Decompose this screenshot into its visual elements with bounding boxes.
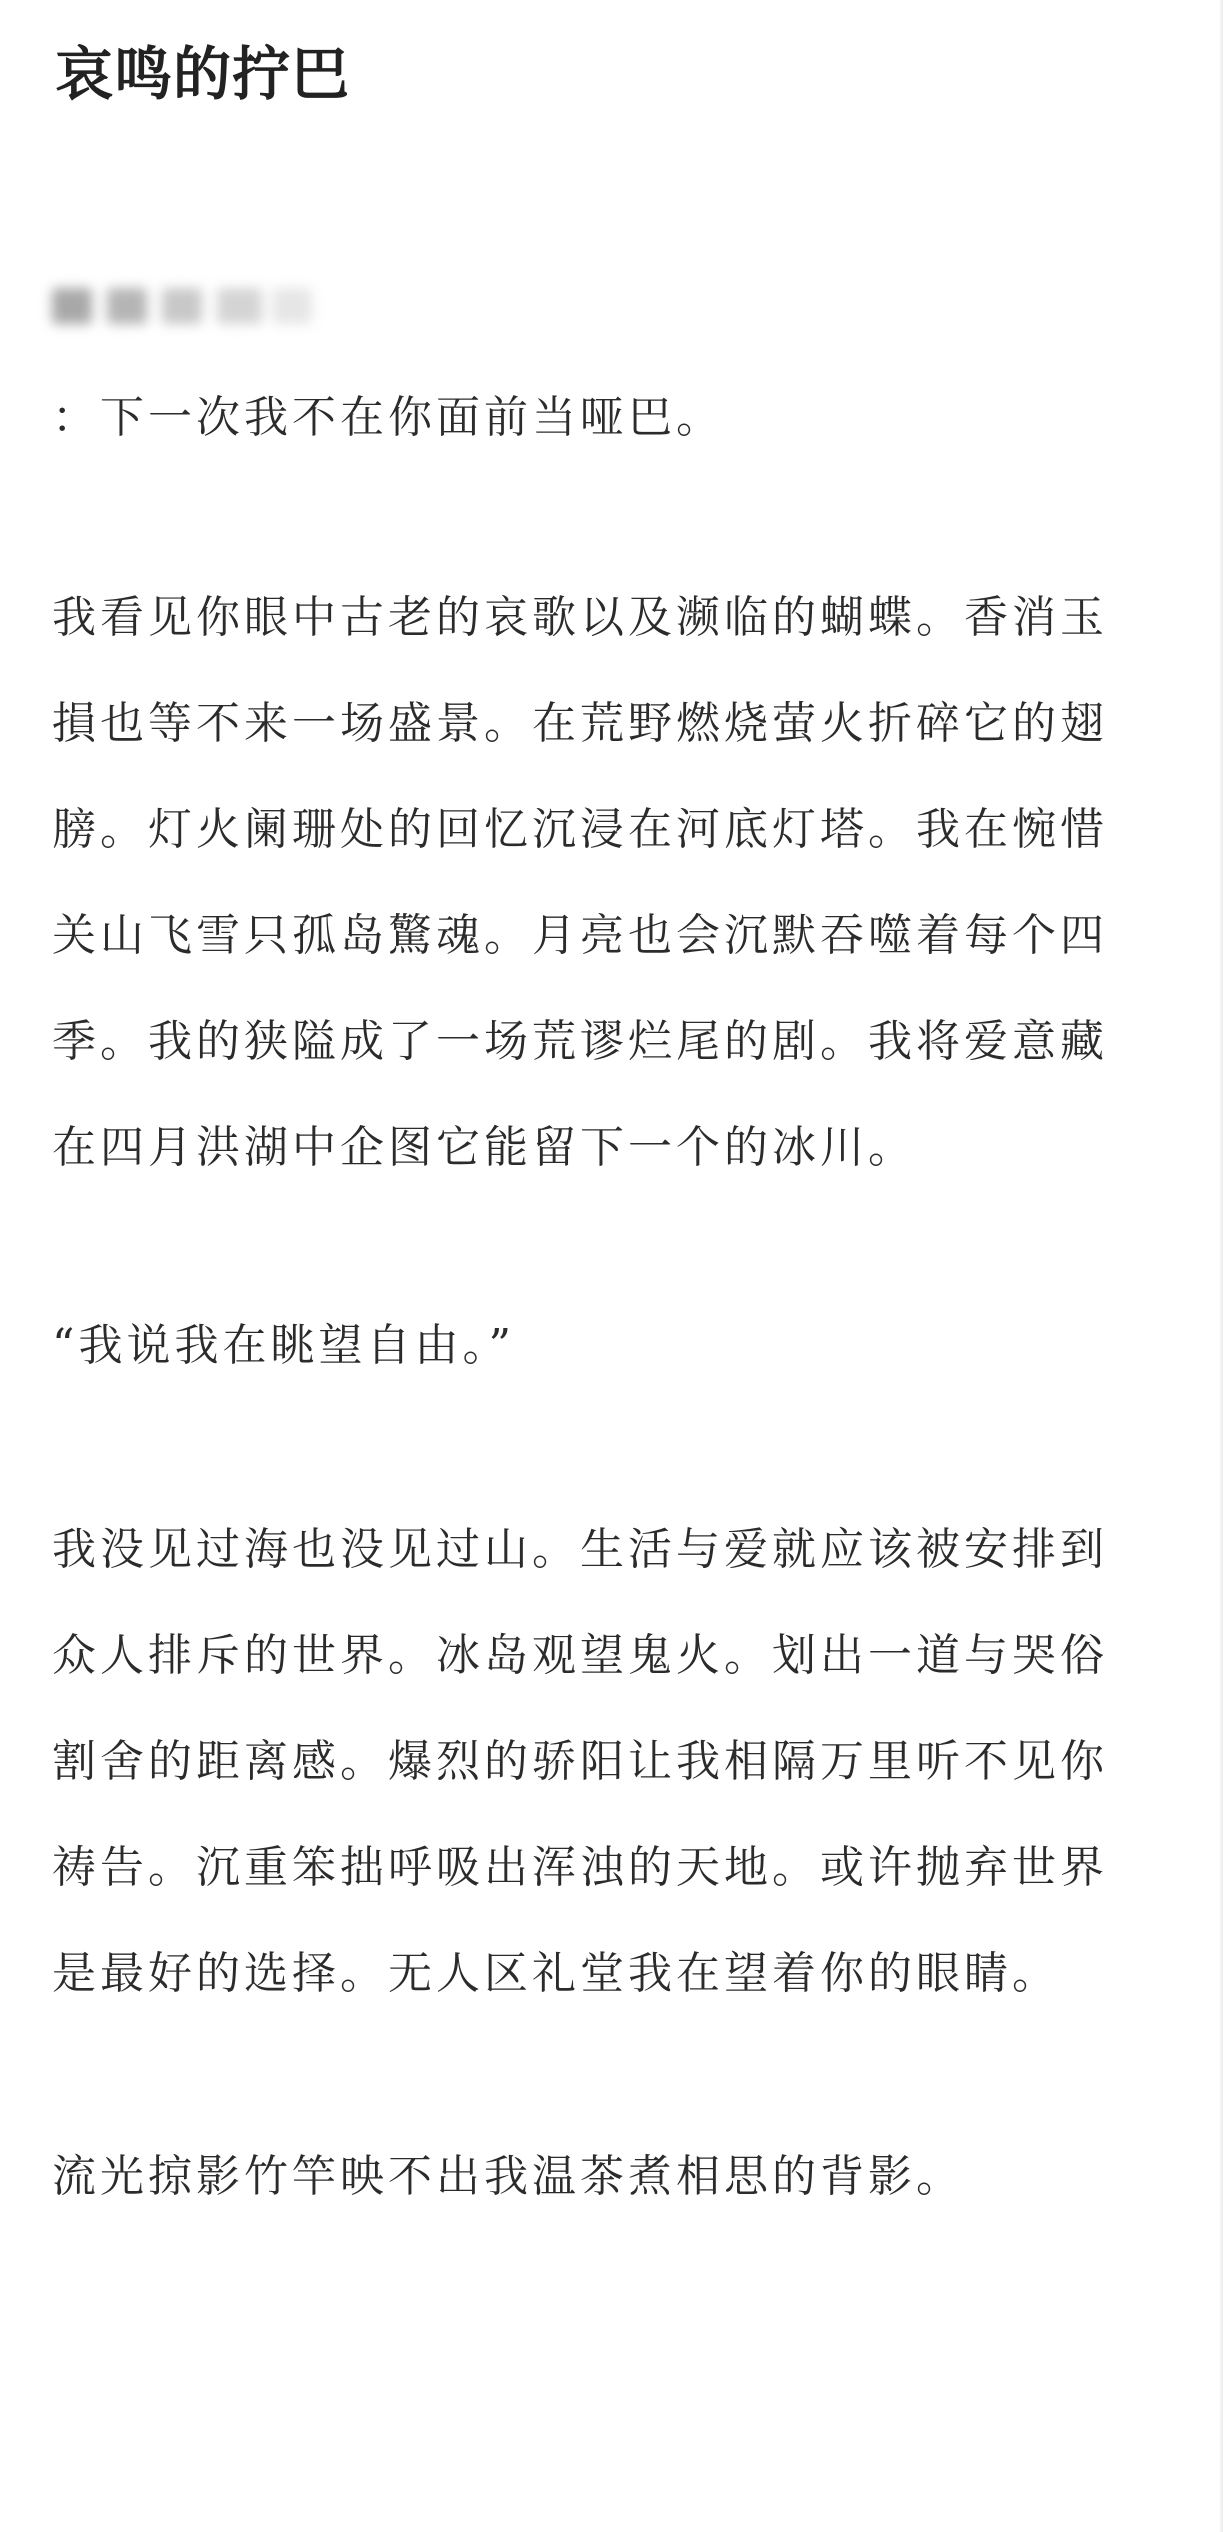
paragraph-line: 損也等不来一场盛景。在荒野燃烧萤火折碎它的翅: [52, 698, 1108, 749]
paragraph-2: [52, 1497, 1182, 2027]
paragraph-line: 是最好的选择。无人区礼堂我在望着你的眼睛。: [52, 1948, 1060, 1999]
paragraph-1: [52, 565, 1182, 1201]
paragraph-line: 我看见你眼中古老的哀歌以及濒临的蝴蝶。香消玉: [52, 592, 1108, 643]
paragraph-line: 在四月洪湖中企图它能留下一个的冰川。: [52, 1122, 916, 1173]
paragraph-line: 流光掠影竹竿映不出我温茶煮相思的背影。: [52, 2151, 964, 2202]
paragraph-line: 关山飞雪只孤岛驚魂。月亮也会沉默吞噬着每个四: [52, 910, 1108, 961]
quote-line: “我说我在眺望自由。”: [52, 1320, 515, 1371]
paragraph-line: 众人排斥的世界。冰岛观望鬼火。划出一道与哭俗: [52, 1630, 1108, 1681]
paragraph-line: 割舍的距离感。爆烈的骄阳让我相隔万里听不见你: [52, 1736, 1108, 1787]
paragraph-line: 季。我的狭隘成了一场荒谬烂尾的剧。我将爱意藏: [52, 1016, 1108, 1067]
paragraph-line: 膀。灯火阑珊处的回忆沉浸在河底灯塔。我在惋惜: [52, 804, 1108, 855]
page-edge-divider: [1219, 0, 1223, 2532]
paragraph-line: 祷告。沉重笨拙呼吸出浑浊的天地。或许抛弃世界: [52, 1842, 1108, 1893]
subtitle-line: ：下一次我不在你面前当哑巴。: [52, 392, 724, 443]
article-title: 哀鸣的拧巴: [55, 40, 351, 108]
blurred-author-info: [52, 278, 312, 336]
article-subtitle: [52, 365, 1182, 471]
paragraph-line: 我没见过海也没见过山。生活与爱就应该被安排到: [52, 1524, 1108, 1575]
quote-paragraph: [52, 1293, 1182, 1399]
paragraph-3: [52, 2124, 1182, 2230]
